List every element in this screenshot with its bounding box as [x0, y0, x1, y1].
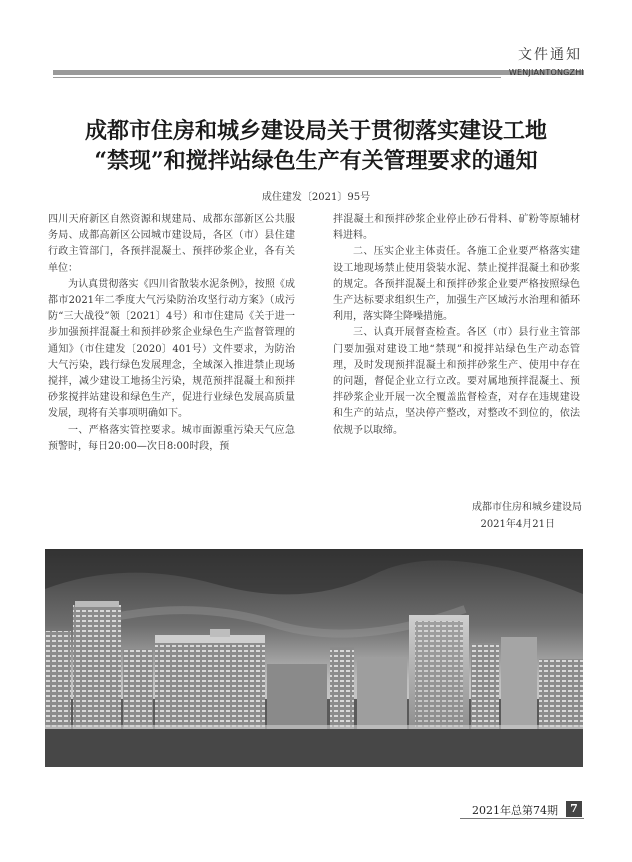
item-2-paragraph: 二、压实企业主体责任。各施工企业要严格落实建设工地现场禁止使用袋装水泥、禁止搅拌混凝土和砂浆的规定。各预拌混凝土和预拌砂浆企业要严格按照绿色生产达标要求组织生产，加强生产区域污水治理和循环利用，落实降尘降噪措施。 [333, 246, 580, 323]
city-skyline-photo [45, 549, 583, 767]
section-label: 文件通知 [518, 47, 582, 63]
body-column-left [48, 212, 295, 455]
title-line-2: “禁现”和搅拌站绿色生产有关管理要求的通知 [94, 148, 538, 174]
section-pinyin: WENJIANTONGZHI [508, 68, 584, 77]
header-rule-thick [53, 70, 584, 75]
title-line-1: 成都市住房和城乡建设局关于贯彻落实建设工地 [84, 118, 547, 144]
addressee-paragraph: 四川天府新区自然资源和规建局、成都东部新区公共服务局、成都高新区公园城市建设局，各区（市）县住建行政主管部门，各预拌混凝土、预拌砂浆企业，各有关单位： [48, 214, 295, 274]
signature-organization: 成都市住房和城乡建设局 [472, 502, 582, 513]
document-number: 成住建发〔2021〕95号 [261, 192, 371, 203]
issue-number: 2021年总第74期 [472, 804, 558, 817]
footer-rule [460, 818, 584, 819]
page-number: 7 [566, 801, 582, 817]
item-3-paragraph: 三、认真开展督查检查。各区（市）县行业主管部门要加强对建设工地“禁现”和搅拌站绿色生产动态管理，及时发现预拌混凝土和预拌砂浆生产、使用中存在的问题，督促企业立行立改。要对属地预拌混凝土、预拌砂浆企业开展一次全覆盖监督检查，对存在违规建设和生产的站点，坚决停产整改，对整改不到位的，依法依规予以取缔。 [333, 327, 580, 436]
item-1-continued: 拌混凝土和预拌砂浆企业停止砂石骨料、矿粉等原辅材料进料。 [333, 214, 580, 242]
item-1-paragraph: 一、严格落实管控要求。城市面源重污染天气应急预警时，每日20:00—次日8:00时段，预 [48, 424, 295, 452]
header-rule-thin [53, 77, 501, 78]
intro-paragraph: 为认真贯彻落实《四川省散装水泥条例》，按照《成都市2021年二季度大气污染防治攻坚行动方案》（成污防“三大战役”领〔2021〕4号）和市住建局《关于进一步加强预拌混凝土和预拌砂浆企业绿色生产监督管理的通知》（市住建发〔2020〕401号）文件要求，为防治大气污染，践行绿色发展理念，全域深入推进禁止现场搅拌，减少建设工地扬尘污染，规范预拌混凝土和预拌砂浆搅拌站建设和绿色生产，促进行业绿色发展高质量发展，现将有关事项明确如下。 [48, 278, 295, 420]
body-column-right [333, 212, 580, 439]
signature-date: 2021年4月21日 [480, 519, 555, 530]
document-title [40, 116, 592, 176]
